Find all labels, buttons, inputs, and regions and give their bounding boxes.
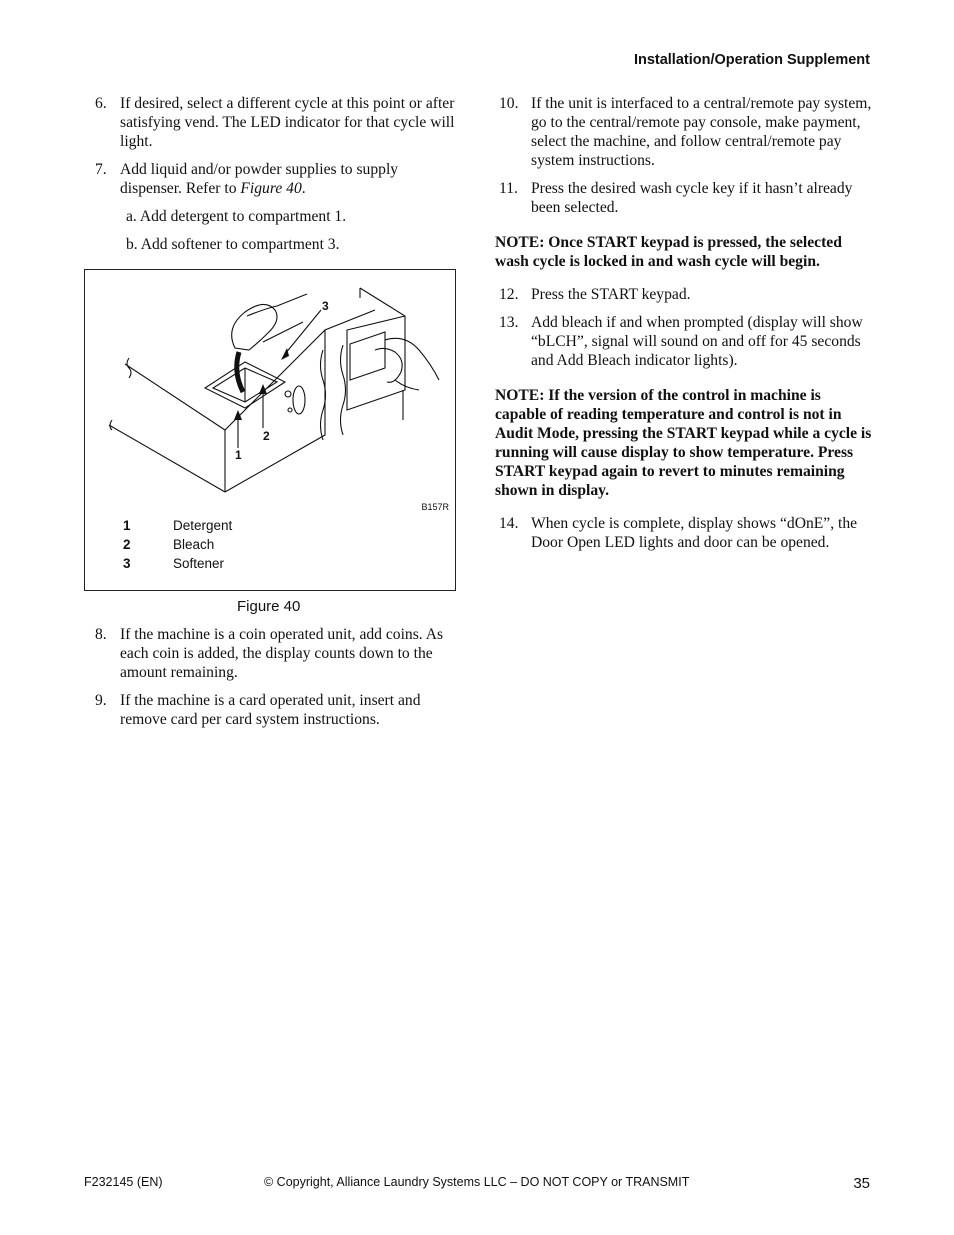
step-14 <box>495 514 875 552</box>
step-number: 10. <box>499 95 519 112</box>
callout-2: 2 <box>263 429 270 443</box>
step-number: 14. <box>499 515 519 532</box>
step-text: If the machine is a card operated unit, insert and remove card per card system instructions. <box>120 692 421 728</box>
step-7 <box>90 160 462 198</box>
callout-1: 1 <box>235 448 242 462</box>
step-text: Add liquid and/or powder supplies to supply dispenser. Refer to <box>120 161 399 197</box>
step-text: If desired, select a different cycle at this point or after satisfying vend. The LED indicator for that cycle will light. <box>120 95 455 150</box>
step-text: If the unit is interfaced to a central/remote pay system, go to the central/remote pay console, make payment, select the machine, and follow central/remote pay system instructions. <box>531 95 872 169</box>
left-column-after-figure <box>90 625 462 738</box>
legend-item <box>123 556 232 575</box>
footer-copyright: © Copyright, Alliance Laundry Systems LLC – DO NOT COPY or TRANSMIT <box>264 1175 690 1189</box>
legend-item <box>123 518 232 537</box>
step-number: 6. <box>95 95 107 112</box>
page-header-title: Installation/Operation Supplement <box>633 52 870 68</box>
step-number: 12. <box>499 286 519 303</box>
substep-b: b. Add softener to compartment 3. <box>126 236 340 253</box>
substep-a: a. Add detergent to compartment 1. <box>126 208 347 225</box>
figure-40-box <box>84 269 456 591</box>
footer-doc-id: F232145 (EN) <box>84 1175 163 1189</box>
step-13 <box>495 313 875 370</box>
legend-number: 2 <box>123 537 131 552</box>
step-12 <box>495 285 875 304</box>
step-11 <box>495 179 875 217</box>
figure-legend <box>123 518 232 575</box>
legend-label: Detergent <box>173 518 233 533</box>
step-number: 8. <box>95 626 107 643</box>
legend-number: 1 <box>123 518 131 533</box>
page-number: 35 <box>853 1175 870 1192</box>
note-start-keypad: NOTE: Once START keypad is pressed, the selected wash cycle is locked in and wash cycle will begin. <box>495 234 842 270</box>
step-10 <box>495 94 875 170</box>
step-8 <box>90 625 462 682</box>
step-6 <box>90 94 462 151</box>
step-text: When cycle is complete, display shows “dOnE”, the Door Open LED lights and door can be opened. <box>531 515 858 551</box>
left-column <box>90 94 462 263</box>
legend-label: Softener <box>173 556 225 571</box>
step-text: Press the desired wash cycle key if it hasn’t already been selected. <box>531 180 853 216</box>
step-text: Press the START keypad. <box>531 286 691 303</box>
step-number: 13. <box>499 314 519 331</box>
step-number: 7. <box>95 161 107 178</box>
step-text: Add bleach if and when prompted (display will show “bLCH”, signal will sound on and off for 45 seconds and Add Bleach indicator lights). <box>531 314 863 369</box>
note-temperature: NOTE: If the version of the control in machine is capable of reading temperature and control is not in Audit Mode, pressing the START keypad while a cycle is running will cause display to show temperature. Press START keypad again to revert to minutes remaining shown in display. <box>495 387 872 499</box>
legend-item <box>123 537 232 556</box>
figure-caption: Figure 40 <box>237 598 301 615</box>
legend-label: Bleach <box>173 537 215 552</box>
step-number: 11. <box>499 180 518 197</box>
legend-number: 3 <box>123 556 131 571</box>
figure-reference-link[interactable]: Figure 40 <box>240 180 302 197</box>
right-column <box>495 94 875 561</box>
step-text-end: . <box>301 180 306 197</box>
figure-code: B157R <box>421 502 449 512</box>
step-text: If the machine is a coin operated unit, add coins. As each coin is added, the display counts down to the amount remaining. <box>120 626 444 681</box>
callout-3: 3 <box>322 299 329 313</box>
step-9 <box>90 691 462 729</box>
step-number: 9. <box>95 692 107 709</box>
